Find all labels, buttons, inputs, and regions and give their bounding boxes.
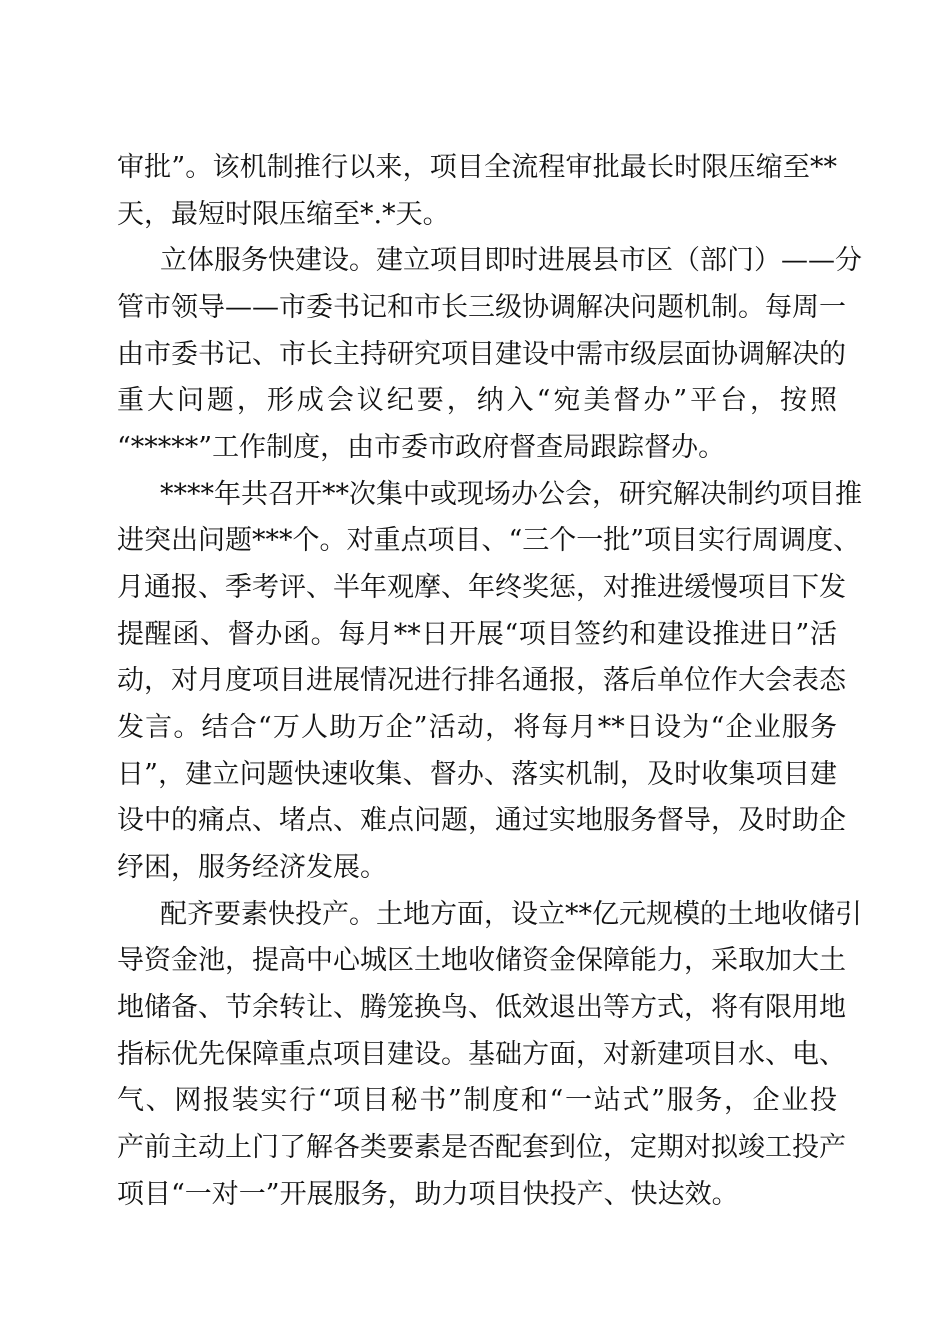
text-line: 地储备、节余转让、腾笼换鸟、低效退出等方式，将有限用地 (117, 992, 846, 1023)
text-line: 项目“一对一”开展服务，助力项目快投产、快达效。 (117, 1179, 739, 1210)
text-line: 导资金池，提高中心城区土地收储资金保障能力，采取加大土 (117, 945, 846, 976)
paragraph-heading-line: 立体服务快建设。建立项目即时进展县市区（部门）——分 (160, 245, 862, 276)
text-line: 审批”。该机制推行以来，项目全流程审批最长时限压缩至** (117, 152, 837, 183)
text-line: 动，对月度项目进展情况进行排名通报，落后单位作大会表态 (117, 665, 846, 696)
paragraph-heading-line: 配齐要素快投产。土地方面，设立**亿元规模的土地收储引 (160, 899, 862, 930)
text-line: 月通报、季考评、半年观摩、年终奖惩，对推进缓慢项目下发 (117, 572, 846, 603)
text-line: ****年共召开**次集中或现场办公会，研究解决制约项目推 (160, 479, 862, 510)
text-line: 设中的痛点、堵点、难点问题，通过实地服务督导，及时助企 (117, 805, 846, 836)
text-line: 管市领导——市委书记和市长三级协调解决问题机制。每周一 (117, 292, 846, 323)
text-line: 重大问题，形成会议纪要，纳入“宛美督办”平台，按照 (117, 385, 837, 416)
text-line: 纾困，服务经济发展。 (117, 852, 387, 883)
text-line: 发言。结合“万人助万企”活动，将每月**日设为“企业服务 (117, 712, 837, 743)
text-line: 天，最短时限压缩至*.*天。 (117, 199, 450, 230)
text-line: 产前主动上门了解各类要素是否配套到位，定期对拟竣工投产 (117, 1132, 846, 1163)
text-line: 进突出问题***个。对重点项目、“三个一批”项目实行周调度、 (117, 525, 861, 556)
text-line: 指标优先保障重点项目建设。基础方面，对新建项目水、电、 (117, 1039, 846, 1070)
text-line: 由市委书记、市长主持研究项目建设中需市级层面协调解决的 (117, 339, 846, 370)
text-line: 气、网报装实行“项目秘书”制度和“一站式”服务，企业投 (117, 1085, 837, 1116)
text-line: 日”，建立问题快速收集、督办、落实机制，及时收集项目建 (117, 759, 837, 790)
text-line: “*****”工作制度，由市委市政府督查局跟踪督办。 (117, 432, 726, 463)
text-line: 提醒函、督办函。每月**日开展“项目签约和建设推进日”活 (117, 619, 837, 650)
